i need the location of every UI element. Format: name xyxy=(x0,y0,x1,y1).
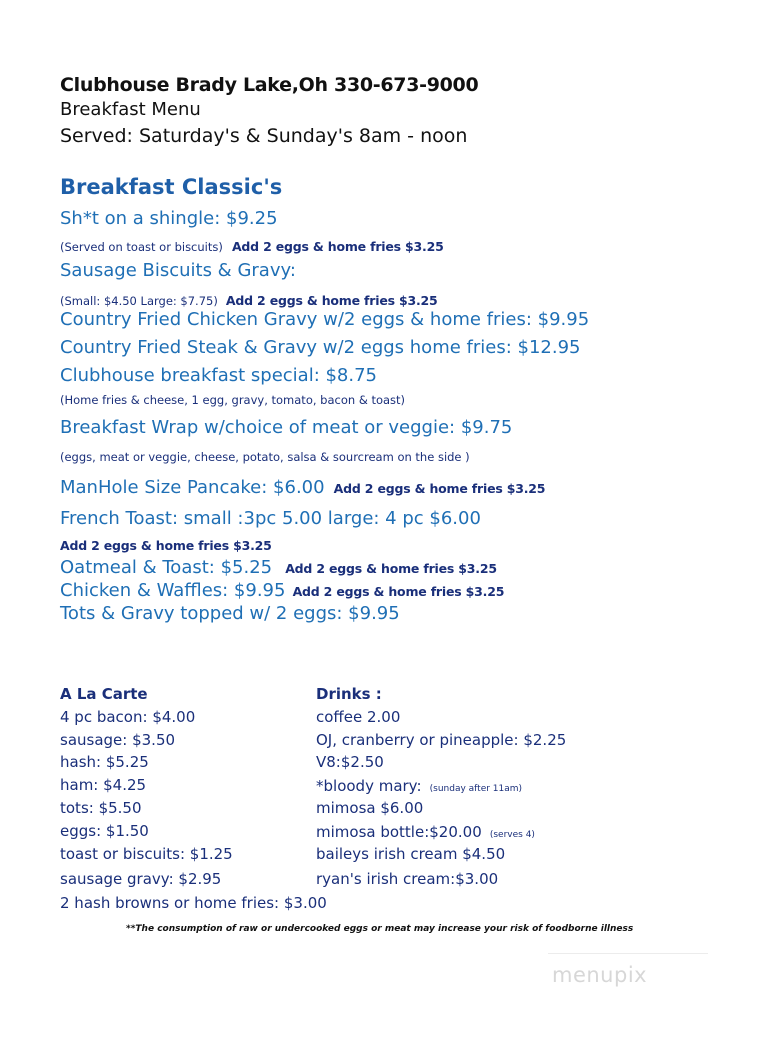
add-on: Add 2 eggs & home fries $3.25 xyxy=(60,538,272,553)
drink-item: coffee 2.00 xyxy=(316,708,401,726)
drink-note: (sunday after 11am) xyxy=(429,784,523,794)
menu-item: Clubhouse breakfast special: $8.75 xyxy=(60,365,378,386)
menu-note: (Home fries & cheese, 1 egg, gravy, tomato, bacon & toast) xyxy=(60,393,406,407)
add-on: Add 2 eggs & home fries $3.25 xyxy=(231,239,444,254)
a-la-carte-item: 4 pc bacon: $4.00 xyxy=(60,708,196,726)
add-on: Add 2 eggs & home fries $3.25 xyxy=(333,481,546,496)
menu-item: Country Fried Steak & Gravy w/2 eggs home fries: $12.95 xyxy=(60,337,581,358)
menu-note: (Served on toast or biscuits) xyxy=(60,240,223,254)
menu-item: Country Fried Chicken Gravy w/2 eggs & home fries: $9.95 xyxy=(60,309,590,330)
served-hours: Served: Saturday's & Sunday's 8am - noon xyxy=(60,125,468,147)
menu-item: Breakfast Wrap w/choice of meat or veggie: $9.75 xyxy=(60,417,513,438)
add-on: Add 2 eggs & home fries $3.25 xyxy=(292,584,505,599)
a-la-carte-item: ham: $4.25 xyxy=(60,776,147,794)
a-la-carte-item: 2 hash browns or home fries: $3.00 xyxy=(60,894,327,912)
menu-item-row xyxy=(60,557,497,578)
section-title-a-la-carte: A La Carte xyxy=(60,685,148,703)
drink-item: OJ, cranberry or pineapple: $2.25 xyxy=(316,731,567,749)
menu-item: French Toast: small :3pc 5.00 large: 4 pc $6.00 xyxy=(60,508,481,529)
menu-item: Sausage Biscuits & Gravy: xyxy=(60,260,296,281)
menu-item-row xyxy=(60,580,504,601)
drink-item: baileys irish cream $4.50 xyxy=(316,845,506,863)
add-on: Add 2 eggs & home fries $3.25 xyxy=(225,293,438,308)
watermark-logo: menupix xyxy=(552,963,648,987)
a-la-carte-item: tots: $5.50 xyxy=(60,799,142,817)
drink-item-row xyxy=(316,776,522,795)
restaurant-title: Clubhouse Brady Lake,Oh 330-673-9000 xyxy=(60,74,479,96)
menu-note-row xyxy=(60,236,444,255)
a-la-carte-item: toast or biscuits: $1.25 xyxy=(60,845,233,863)
menu-item: Sh*t on a shingle: $9.25 xyxy=(60,208,278,229)
drink-item: *bloody mary: xyxy=(316,777,422,795)
section-title-drinks: Drinks : xyxy=(316,685,382,703)
menu-note: (eggs, meat or veggie, cheese, potato, salsa & sourcream on the side ) xyxy=(60,450,470,464)
section-title-classics: Breakfast Classic's xyxy=(60,175,283,199)
menu-note-row xyxy=(60,290,438,309)
menu-subtitle: Breakfast Menu xyxy=(60,99,201,120)
a-la-carte-item: sausage: $3.50 xyxy=(60,731,176,749)
menu-note: (Small: $4.50 Large: $7.75) xyxy=(60,294,218,308)
drink-note: (serves 4) xyxy=(489,830,535,840)
drink-item-row xyxy=(316,822,535,841)
drink-item: mimosa bottle:$20.00 xyxy=(316,823,482,841)
watermark-divider xyxy=(548,953,708,954)
menu-item: Oatmeal & Toast: $5.25 xyxy=(60,557,273,578)
menu-item: Tots & Gravy topped w/ 2 eggs: $9.95 xyxy=(60,603,400,624)
a-la-carte-item: sausage gravy: $2.95 xyxy=(60,870,222,888)
a-la-carte-item: eggs: $1.50 xyxy=(60,822,149,840)
menu-item: Chicken & Waffles: $9.95 xyxy=(60,580,286,601)
a-la-carte-item: hash: $5.25 xyxy=(60,753,149,771)
menu-item: ManHole Size Pancake: $6.00 xyxy=(60,477,325,498)
drink-item: V8:$2.50 xyxy=(316,753,384,771)
disclaimer: **The consumption of raw or undercooked eggs or meat may increase your risk of foodborne illness xyxy=(126,924,634,934)
menu-item-row xyxy=(60,477,545,498)
drink-item: ryan's irish cream:$3.00 xyxy=(316,870,499,888)
add-on: Add 2 eggs & home fries $3.25 xyxy=(285,561,497,576)
drink-item: mimosa $6.00 xyxy=(316,799,424,817)
